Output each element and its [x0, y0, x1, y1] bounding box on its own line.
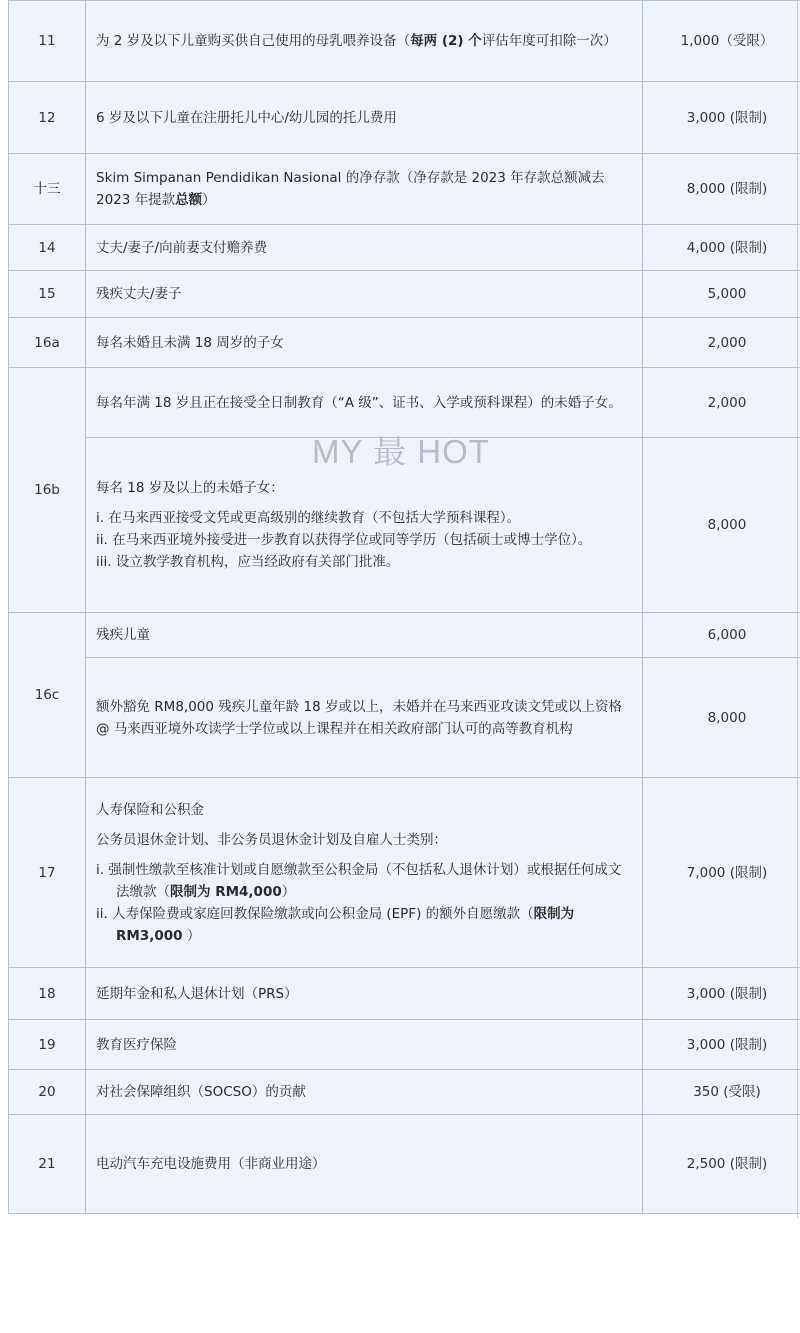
desc-text: ii. 人寿保险费或家庭回教保险缴款或向公积金局 (EPF) 的额外自愿缴款（	[96, 905, 534, 922]
table-row	[9, 968, 800, 1020]
desc-text: ）	[202, 192, 216, 208]
desc-text: ）	[182, 927, 201, 944]
item-amount: 8,000	[643, 438, 800, 613]
tax-relief-table	[8, 0, 800, 1214]
item-amount: 8,000	[643, 658, 800, 778]
page-edge-line	[797, 0, 798, 1218]
item-amount: 3,000 (限制)	[643, 82, 800, 154]
desc-text: ）	[281, 883, 296, 900]
desc-subheading: 公务员退休金计划、非公务员退休金计划及自雇人士类别：	[96, 831, 447, 848]
table-row	[9, 225, 800, 271]
list-item: ii. 在马来西亚境外接受进一步教育以获得学位或同等学历（包括硕士或博士学位）。	[96, 532, 592, 548]
table-row	[9, 318, 800, 368]
item-number: 15	[9, 271, 86, 318]
list-item	[96, 859, 630, 903]
item-amount: 5,000	[643, 271, 800, 318]
item-description: 对社会保障组织（SOCSO）的贡献	[86, 1070, 643, 1115]
item-amount: 1,000（受限）	[643, 1, 800, 82]
desc-bold: 每两 (2) 个	[410, 33, 482, 49]
item-number: 16a	[9, 318, 86, 368]
item-amount: 2,000	[643, 318, 800, 368]
item-description	[86, 1, 643, 82]
item-description: 额外豁免 RM8,000 残疾儿童年龄 18 岁或以上，未婚并在马来西亚攻读文凭或以上资格 @ 马来西亚境外攻读学士学位或以上课程并在相关政府部门认可的高等教育机构	[86, 658, 643, 778]
item-amount: 3,000 (限制)	[643, 968, 800, 1020]
item-number: 16c	[9, 613, 86, 778]
desc-bold: 总额	[175, 192, 203, 208]
table-row	[9, 658, 800, 778]
desc-text: i. 强制性缴款至核准计划或自愿缴款至公积金局（不包括私人退休计划）或根据任何成文法缴款（	[96, 861, 622, 900]
table-row	[9, 1115, 800, 1214]
item-amount: 3,000 (限制)	[643, 1020, 800, 1070]
item-number: 17	[9, 778, 86, 968]
item-amount: 2,500 (限制)	[643, 1115, 800, 1214]
item-number: 11	[9, 1, 86, 82]
item-description	[86, 154, 643, 225]
desc-heading: 人寿保险和公积金	[96, 801, 204, 818]
item-number: 19	[9, 1020, 86, 1070]
table-row	[9, 778, 800, 968]
item-number: 18	[9, 968, 86, 1020]
item-amount: 7,000 (限制)	[643, 778, 800, 968]
table-row	[9, 1020, 800, 1070]
desc-bold: 限制为 RM4,000	[170, 883, 282, 900]
list-item: i. 在马来西亚接受文凭或更高级别的继续教育（不包括大学预科课程）。	[96, 510, 521, 526]
item-description: 每名未婚且未满 18 周岁的子女	[86, 318, 643, 368]
table-row	[9, 82, 800, 154]
item-number: 14	[9, 225, 86, 271]
table-row	[9, 271, 800, 318]
item-amount: 6,000	[643, 613, 800, 658]
item-description: 每名年满 18 岁且正在接受全日制教育（“A 级”、证书、入学或预科课程）的未婚子女。	[86, 368, 643, 438]
item-description: 残疾儿童	[86, 613, 643, 658]
desc-bold: 限制为 RM3,000	[116, 905, 575, 944]
item-description: 教育医疗保险	[86, 1020, 643, 1070]
item-description: 残疾丈夫/妻子	[86, 271, 643, 318]
item-description	[86, 778, 643, 968]
watermark: MY 最 HOT	[312, 433, 490, 470]
list-item	[96, 903, 630, 947]
item-description: 丈夫/妻子/向前妻支付赡养费	[86, 225, 643, 271]
item-amount: 8,000 (限制)	[643, 154, 800, 225]
item-amount: 350 (受限)	[643, 1070, 800, 1115]
item-description: 6 岁及以下儿童在注册托儿中心/幼儿园的托儿费用	[86, 82, 643, 154]
item-number: 16b	[9, 368, 86, 613]
item-number: 12	[9, 82, 86, 154]
desc-text: 评估年度可扣除一次）	[481, 33, 617, 49]
item-amount: 4,000 (限制)	[643, 225, 800, 271]
table-row	[9, 154, 800, 225]
item-number: 十三	[9, 154, 86, 225]
item-amount: 2,000	[643, 368, 800, 438]
list-item: iii. 设立教学教育机构，应当经政府有关部门批准。	[96, 554, 400, 570]
table-row	[9, 1, 800, 82]
item-number: 21	[9, 1115, 86, 1214]
table-row	[9, 1070, 800, 1115]
desc-heading: 每名 18 岁及以上的未婚子女：	[96, 480, 284, 496]
item-description: 延期年金和私人退休计划（PRS）	[86, 968, 643, 1020]
table-row	[9, 613, 800, 658]
item-number: 20	[9, 1070, 86, 1115]
desc-text: Skim Simpanan Pendidikan Nasional 的净存款（净存款是 2023 年存款总额减去 2023 年提款	[96, 170, 605, 208]
item-description: 电动汽车充电设施费用（非商业用途）	[86, 1115, 643, 1214]
desc-text: 为 2 岁及以下儿童购买供自己使用的母乳喂养设备（	[96, 33, 411, 49]
